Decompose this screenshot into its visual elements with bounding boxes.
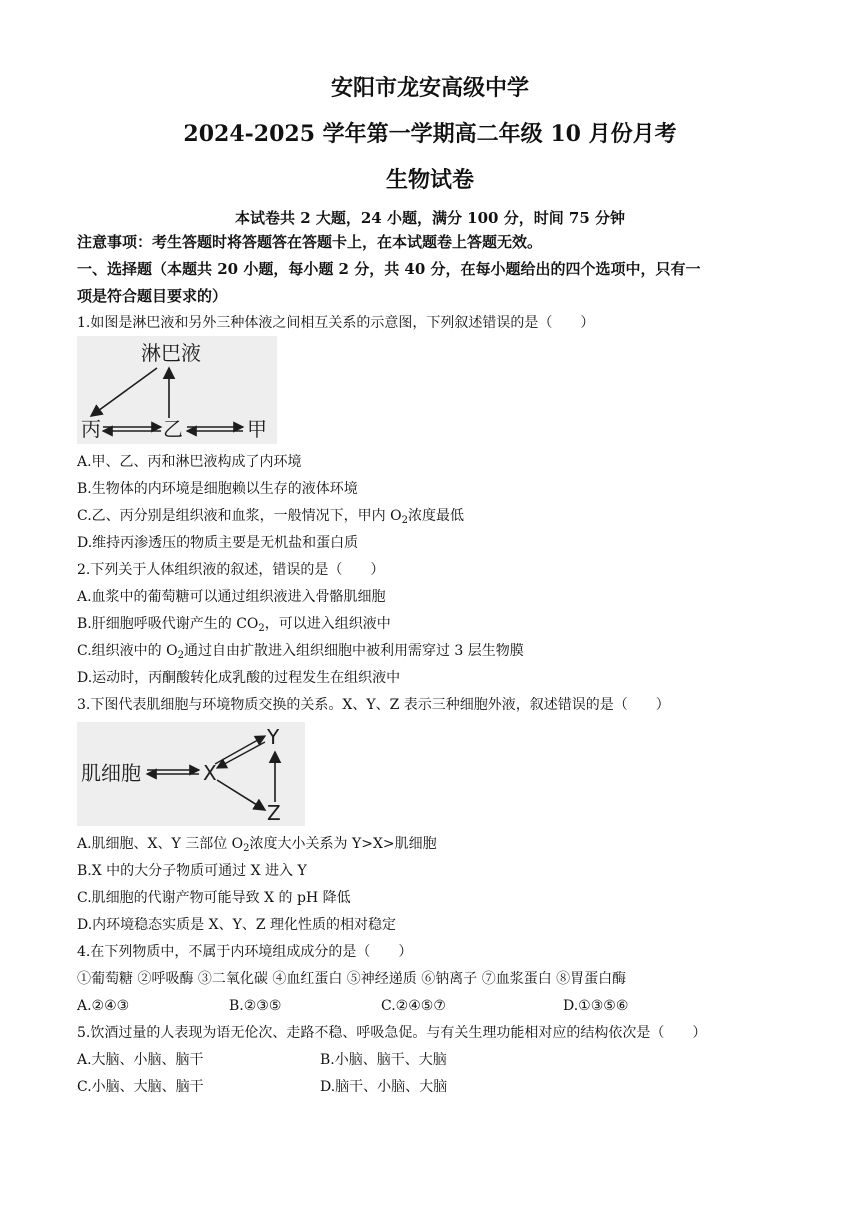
q2-stem: 2.下列关于人体组织液的叙述，错误的是（ ） bbox=[77, 562, 385, 578]
q4-option-c: C.②④⑤⑦ bbox=[381, 998, 446, 1014]
q1-diagram bbox=[77, 336, 277, 444]
school-title: 安阳市龙安高级中学 bbox=[330, 75, 529, 101]
notice: 注意事项：考生答题时将答题答在答题卡上，在本试题卷上答题无效。 bbox=[77, 233, 543, 251]
q3-diagram bbox=[77, 722, 305, 826]
q1-figure bbox=[77, 336, 277, 444]
q5-option-b: B.小脑、脑干、大脑 bbox=[320, 1052, 447, 1068]
q3-option-a: A.肌细胞、X、Y 三部位 $O_2$浓度大小关系为 Y>X>肌细胞 bbox=[77, 836, 437, 854]
z-label: Z bbox=[267, 801, 281, 825]
muscle-cell-label: 肌细胞 bbox=[81, 761, 141, 785]
q3-option-d: D.内环境稳态实质是 X、Y、Z 理化性质的相对稳定 bbox=[77, 917, 397, 933]
fluid-jia-label: 甲 bbox=[247, 417, 267, 441]
q2-option-a: A.血浆中的葡萄糖可以通过组织液进入骨骼肌细胞 bbox=[77, 589, 386, 605]
q5-option-c: C.小脑、大脑、脑干 bbox=[77, 1079, 204, 1095]
fluid-bing-label: 丙 bbox=[81, 417, 101, 441]
q1-stem: 1.如图是淋巴液和另外三种体液之间相互关系的示意图，下列叙述错误的是（ ） bbox=[77, 315, 595, 331]
section-heading-line2: 项是符合题目要求的） bbox=[77, 287, 228, 305]
arrow-x-to-y bbox=[215, 736, 265, 764]
q5-option-d: D.脑干、小脑、大脑 bbox=[320, 1079, 448, 1095]
q3-stem: 3.下图代表肌细胞与环境物质交换的关系。X、Y、Z 表示三种细胞外液，叙述错误的是（ ） bbox=[77, 697, 670, 713]
q4-option-b: B.②③⑤ bbox=[229, 998, 282, 1014]
q4-stem: 4.在下列物质中，不属于内环境组成成分的是（ ） bbox=[77, 944, 413, 960]
lymph-label: 淋巴液 bbox=[141, 341, 201, 365]
section-heading-line1: 一、选择题（本题共 20 小题，每小题 2 分，共 40 分，在每小题给出的四个选项中，只有一 bbox=[77, 260, 701, 278]
q2-option-c: C.组织液中的 $O_2$通过自由扩散进入组织细胞中被利用需穿过 3 层生物膜 bbox=[77, 643, 524, 661]
q4-items: ①葡萄糖 ②呼吸酶 ③二氧化碳 ④血红蛋白 ⑤神经递质 ⑥钠离子 ⑦血浆蛋白 ⑧胃蛋白酶 bbox=[77, 971, 627, 987]
q2-option-b: B.肝细胞呼吸代谢产生的 $CO_2$，可以进入组织液中 bbox=[77, 616, 391, 634]
q1-option-c: C.乙、丙分别是组织液和血浆，一般情况下，甲内 $O_2$浓度最低 bbox=[77, 508, 464, 526]
q4-option-d: D.①③⑤⑥ bbox=[563, 998, 629, 1014]
q1-option-b: B.生物体的内环境是细胞赖以生存的液体环境 bbox=[77, 481, 358, 497]
y-label: Y bbox=[267, 725, 280, 749]
exam-title: 2024-2025 学年第一学期高二年级 10 月份月考 bbox=[183, 121, 677, 147]
q1-option-d: D.维持丙渗透压的物质主要是无机盐和蛋白质 bbox=[77, 535, 359, 551]
x-label: X bbox=[203, 761, 217, 785]
arrow-lymph-to-bing bbox=[91, 368, 157, 416]
q3-option-b: B.X 中的大分子物质可通过 X 进入 Y bbox=[77, 863, 307, 879]
q5-stem: 5.饮酒过量的人表现为语无伦次、走路不稳、呼吸急促。与有关生理功能相对应的结构依次是（ ） bbox=[77, 1025, 707, 1041]
q1-option-a: A.甲、乙、丙和淋巴液构成了内环境 bbox=[77, 454, 302, 470]
q5-option-a: A.大脑、小脑、脑干 bbox=[77, 1052, 204, 1068]
q4-option-a: A.②④③ bbox=[77, 998, 130, 1014]
q3-option-c: C.肌细胞的代谢产物可能导致 X 的 pH 降低 bbox=[77, 890, 351, 906]
arrow-x-to-z bbox=[217, 780, 265, 810]
fluid-yi-label: 乙 bbox=[163, 417, 183, 441]
subject-title: 生物试卷 bbox=[385, 167, 474, 193]
q2-option-d: D.运动时，丙酮酸转化成乳酸的过程发生在组织液中 bbox=[77, 670, 401, 686]
exam-info: 本试卷共 2 大题，24 小题，满分 100 分，时间 75 分钟 bbox=[234, 209, 626, 227]
arrow-y-to-x bbox=[217, 742, 265, 768]
q3-figure bbox=[77, 722, 305, 826]
